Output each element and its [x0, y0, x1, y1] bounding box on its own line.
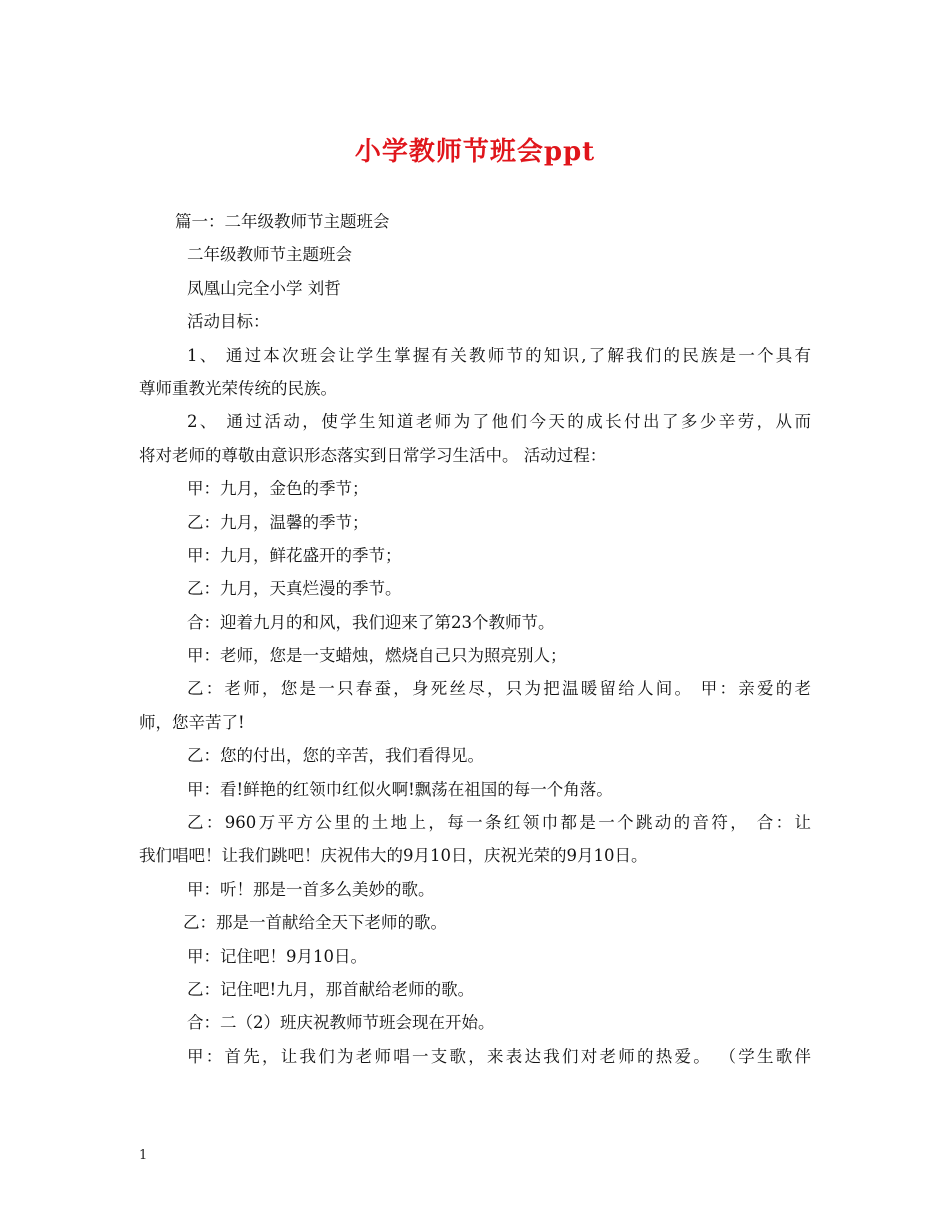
dialogue-line: 甲：看!鲜艳的红领巾红似火啊!飘荡在祖国的每一个角落。: [187, 779, 613, 799]
paragraph-line: 凤凰山完全小学 刘哲: [187, 278, 341, 298]
dialogue-line: 乙：那是一首献给全天下老师的歌。: [183, 913, 447, 933]
paragraph-line: 尊师重教光荣传统的民族。: [139, 378, 337, 398]
page-number: 1: [139, 1148, 148, 1163]
dialogue-line: 甲：首先，让我们为老师唱一支歌，来表达我们对老师的热爱。 （学生歌伴: [187, 1046, 811, 1066]
paragraph-line: 二年级教师节主题班会: [187, 245, 352, 265]
paragraph-line: 1、 通过本次班会让学生掌握有关教师节的知识,了解我们的民族是一个具有: [187, 345, 811, 365]
dialogue-line: 合：二（2）班庆祝教师节班会现在开始。: [187, 1013, 495, 1033]
paragraph-line: 将对老师的尊敬由意识形态落实到日常学习生活中。 活动过程：: [139, 445, 607, 465]
dialogue-line: 乙：960万平方公里的土地上，每一条红领巾都是一个跳动的音符， 合：让: [187, 813, 811, 833]
document-body: [139, 205, 811, 1073]
dialogue-line: 甲：老师，您是一支蜡烛，燃烧自己只为照亮别人；: [187, 646, 567, 666]
dialogue-line: 我们唱吧！让我们跳吧！庆祝伟大的9月10日，庆祝光荣的9月10日。: [139, 846, 648, 866]
dialogue-line: 师，您辛苦了!: [139, 712, 245, 732]
dialogue-line: 合：迎着九月的和风，我们迎来了第23个教师节。: [187, 612, 555, 632]
dialogue-line: 乙：九月，温馨的季节；: [187, 512, 369, 532]
section-heading: 篇一：二年级教师节主题班会: [175, 212, 390, 231]
dialogue-line: 甲：九月，金色的季节；: [187, 479, 369, 499]
dialogue-line: 甲：听！那是一首多么美妙的歌。: [187, 879, 435, 899]
dialogue-line: 乙：您的付出，您的辛苦，我们看得见。: [187, 746, 484, 766]
dialogue-line: 乙：九月，天真烂漫的季节。: [187, 579, 402, 599]
dialogue-line: 乙：记住吧!九月，那首献给老师的歌。: [187, 979, 475, 999]
dialogue-line: 乙：老师，您是一只春蚕，身死丝尽，只为把温暖留给人间。 甲：亲爱的老: [187, 679, 811, 699]
paragraph-line: 活动目标：: [187, 312, 270, 332]
dialogue-line: 甲：九月，鲜花盛开的季节；: [187, 545, 402, 565]
document-title: 小学教师节班会ppt: [354, 137, 596, 167]
dialogue-line: 甲：记住吧！9月10日。: [187, 946, 367, 966]
paragraph-line: 2、 通过活动，使学生知道老师为了他们今天的成长付出了多少辛劳，从而: [187, 412, 811, 432]
